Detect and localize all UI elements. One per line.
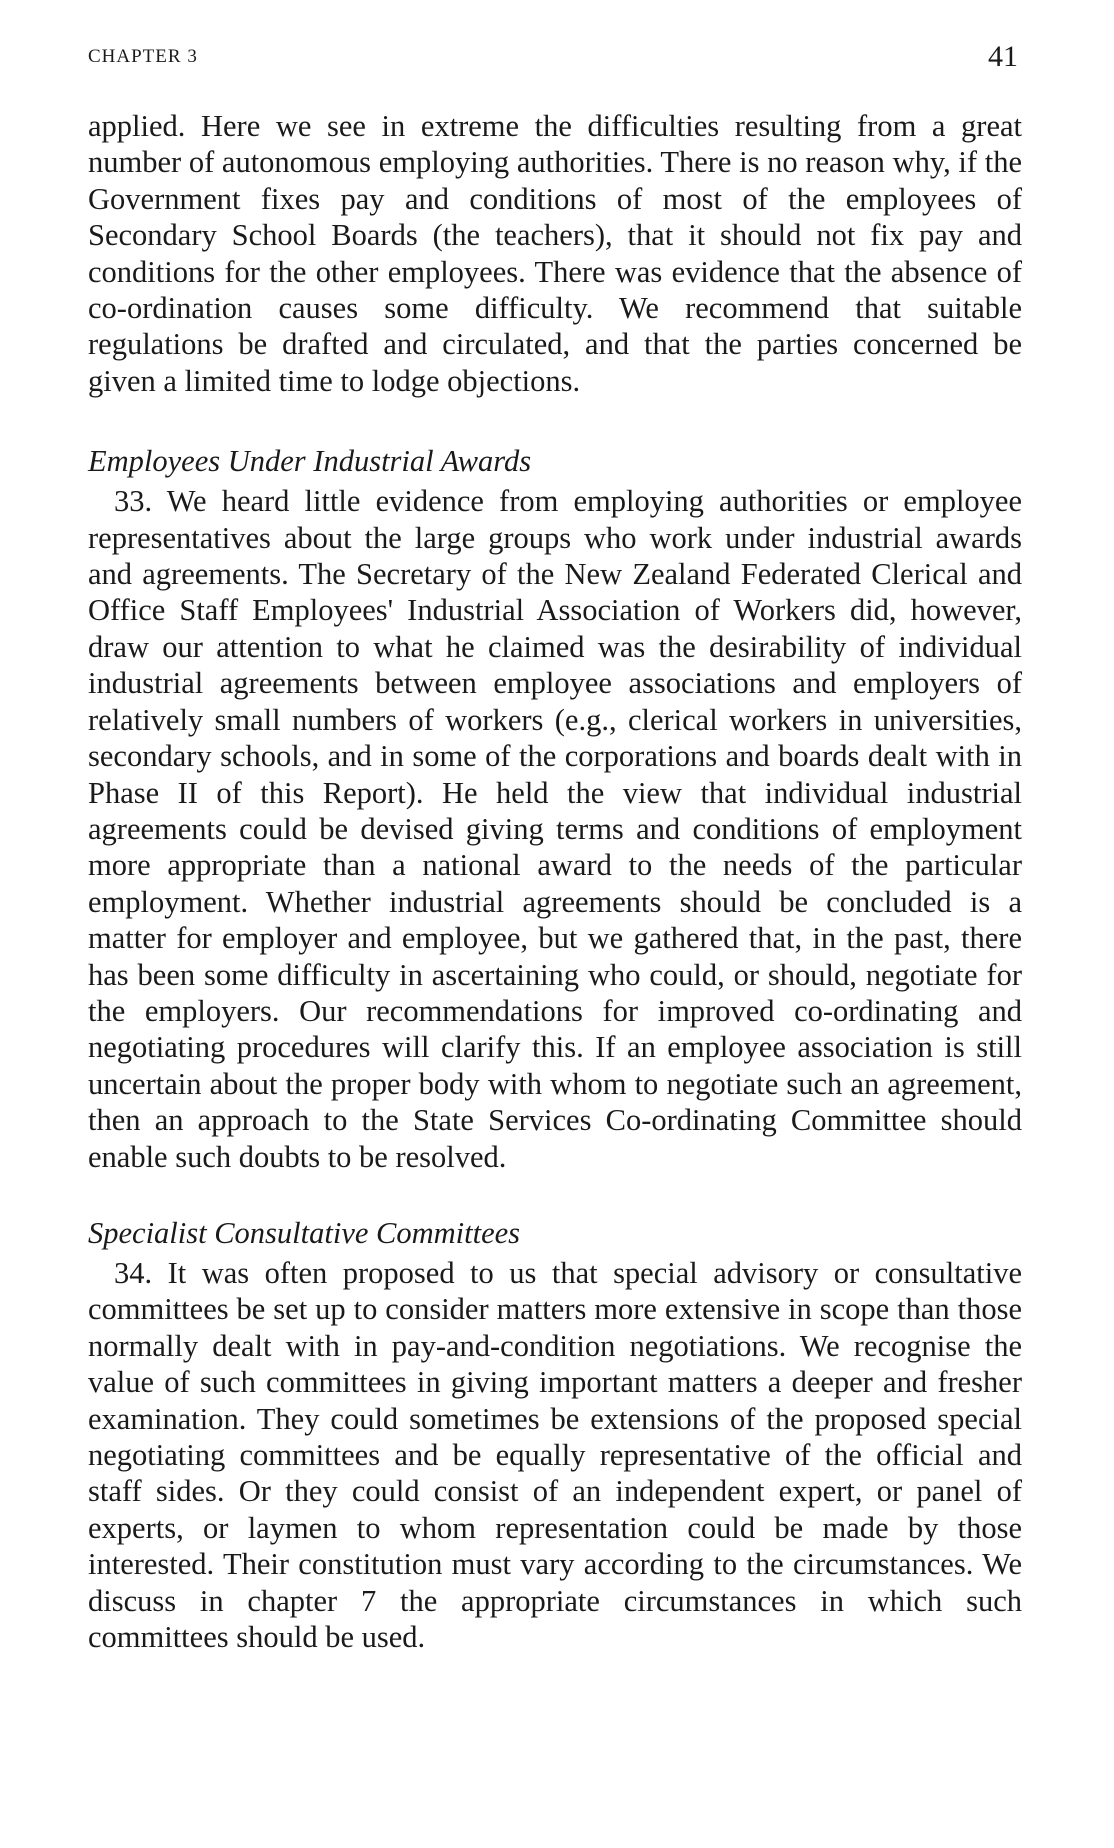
intro-paragraph: applied. Here we see in extreme the difficulties resulting from a great number of autonomous employing authorities. There is no reason why, if the Government fixes pay and conditions of most of the employees of Secondary School Boards (the teachers), that it should not fix pay and conditions for the other employees. There was evidence that the absence of co-ordination causes some difficulty. We recommend that suitable regulations be drafted and circulated, and that the parties concerned be given a limited time to lodge objections. (88, 109, 1022, 398)
paragraph-33: 33. We heard little evidence from employing authorities or employee representatives about the large groups who work under industrial awards and agreements. The Secretary of the New Zealand Federated Clerical and Office Staff Employees' Industrial Association of Workers did, however, draw our attention to what he claimed was the desirability of individual industrial agreements between employee associations and employers of relatively small numbers of workers (e.g., clerical workers in universities, secondary schools, and in some of the corporations and boards dealt with in Phase II of this Report). He held the view that individual industrial agreements could be devised giving terms and conditions of employment more appropriate than a national award to the needs of the particular employment. Whether industrial agreements should be concluded is a matter for employer and employee, but we gathered that, in the past, there has been some difficulty in ascertaining who could, or should, negotiate for the employers. Our recommendations for improved co-ordinating and negotiating procedures will clarify this. If an employee association is still uncertain about the proper body with whom to negotiate such an agreement, then an approach to the State Services Co-ordinating Committee should enable such doubts to be resolved. (88, 484, 1022, 1174)
running-head (88, 40, 1018, 80)
body-text (88, 108, 1022, 1655)
page-number: 41 (988, 40, 1018, 73)
section-heading-specialist-committees: Specialist Consultative Committees (88, 1215, 521, 1250)
chapter-label: CHAPTER 3 (88, 46, 198, 67)
section-heading-industrial-awards: Employees Under Industrial Awards (88, 444, 532, 479)
paragraph-34: 34. It was often proposed to us that special advisory or consultative committees be set up to consider matters more extensive in scope than those normally dealt with in pay-and-condition negotiations. We recognise the value of such committees in giving important matters a deeper and fresher examination. They could sometimes be extensions of the proposed special negotiating committees and be equally representative of the official and staff sides. Or they could consist of an independent expert, or panel of experts, or laymen to whom representation could be made by those interested. Their constitution must vary according to the circumstances. We discuss in chapter 7 the appropriate circumstances in which such committees should be used. (88, 1255, 1022, 1655)
